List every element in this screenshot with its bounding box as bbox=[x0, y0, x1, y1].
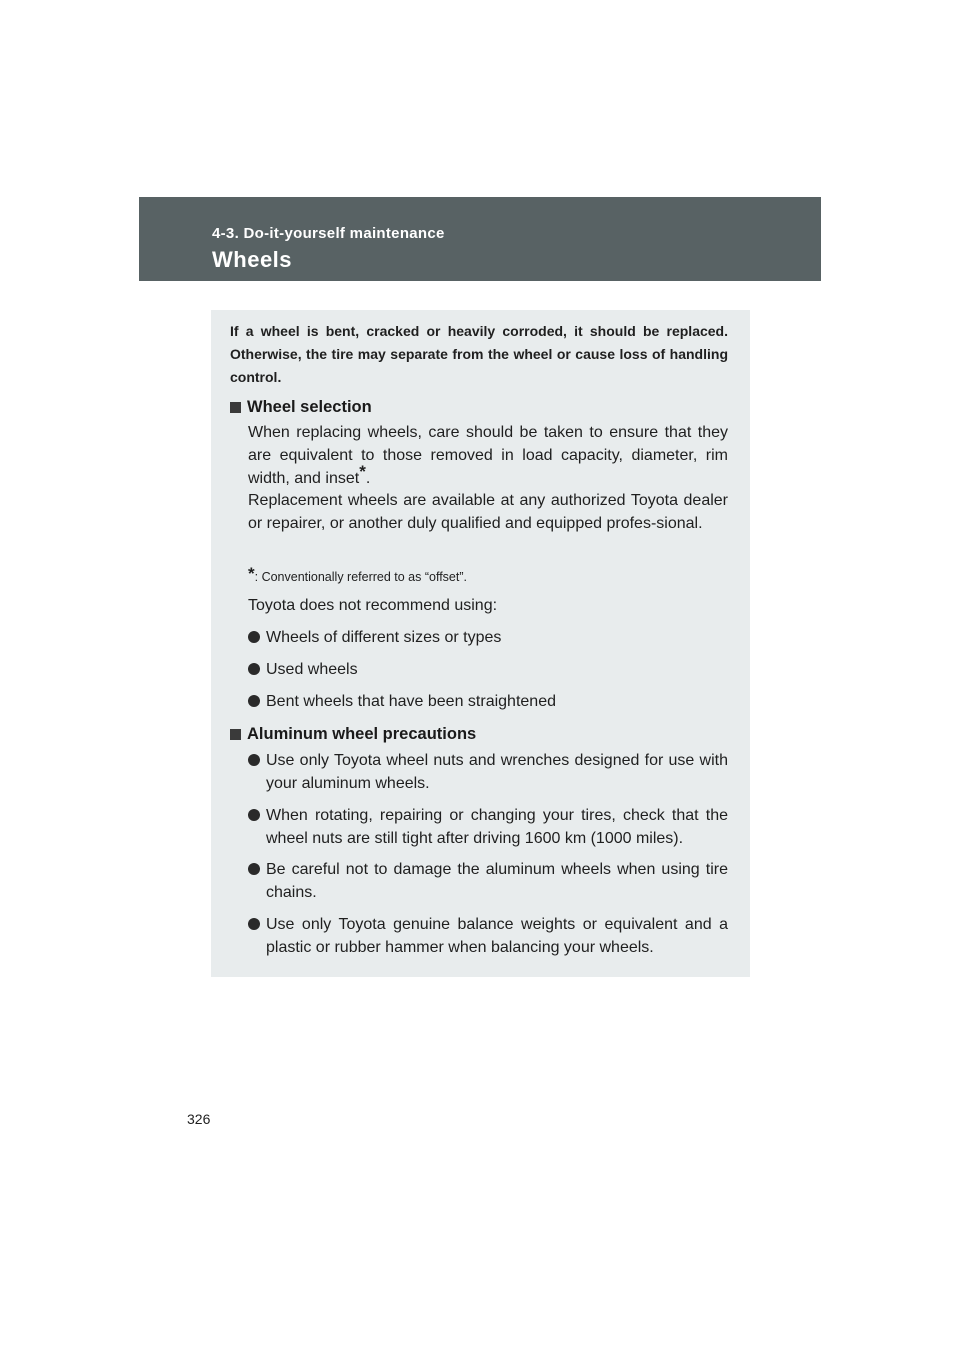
page-number: 326 bbox=[187, 1111, 211, 1127]
bullet-dot-icon bbox=[248, 918, 260, 930]
footnote: *: Conventionally referred to as “offset”. bbox=[248, 564, 467, 584]
bullet-dot-icon bbox=[248, 695, 260, 707]
list-item: Bent wheels that have been straightened bbox=[248, 690, 728, 713]
footnote-star: * bbox=[248, 564, 255, 583]
list-item: Use only Toyota genuine balance weights or equivalent and a plastic or rubber hammer when balancing your wheels. bbox=[248, 913, 728, 959]
list-item: When rotating, repairing or changing your tires, check that the wheel nuts are still tight after driving 1600 km (1000 miles). bbox=[248, 804, 728, 850]
list-item: Used wheels bbox=[248, 658, 728, 681]
bullet-dot-icon bbox=[248, 863, 260, 875]
bullet-dot-icon bbox=[248, 754, 260, 766]
list-item: Be careful not to damage the aluminum wheels when using tire chains. bbox=[248, 858, 728, 904]
bullet-dot-icon bbox=[248, 631, 260, 643]
square-bullet-icon bbox=[230, 729, 241, 740]
intro-paragraph: If a wheel is bent, cracked or heavily corroded, it should be replaced. Otherwise, the tire may separate from the wheel or cause loss of handling control. bbox=[230, 323, 728, 385]
list-item: Use only Toyota wheel nuts and wrenches designed for use with your aluminum wheels. bbox=[248, 749, 728, 795]
section-label: 4-3. Do-it-yourself maintenance bbox=[212, 225, 445, 242]
aluminum-heading bbox=[230, 723, 476, 745]
content-box bbox=[211, 310, 750, 977]
wheel-selection-heading bbox=[230, 396, 372, 418]
square-bullet-icon bbox=[230, 402, 241, 413]
heading-text: Wheel selection bbox=[247, 398, 372, 416]
heading-text: Aluminum wheel precautions bbox=[247, 725, 477, 743]
bullet-dot-icon bbox=[248, 809, 260, 821]
page-header bbox=[139, 197, 821, 281]
wheel-selection-paragraph: When replacing wheels, care should be taken to ensure that they are equivalent to those removed in load capacity, diameter, rim width, and inset*. bbox=[248, 424, 728, 487]
bullet-dot-icon bbox=[248, 663, 260, 675]
footnote-mark: * bbox=[359, 462, 366, 481]
replacement-paragraph: Replacement wheels are available at any authorized Toyota dealer or repairer, or another duly qualified and equipped profes-sional. bbox=[248, 492, 728, 532]
recommend-text: Toyota does not recommend using: bbox=[248, 597, 498, 614]
page-title: Wheels bbox=[212, 247, 293, 272]
list-item: Wheels of different sizes or types bbox=[248, 626, 728, 649]
